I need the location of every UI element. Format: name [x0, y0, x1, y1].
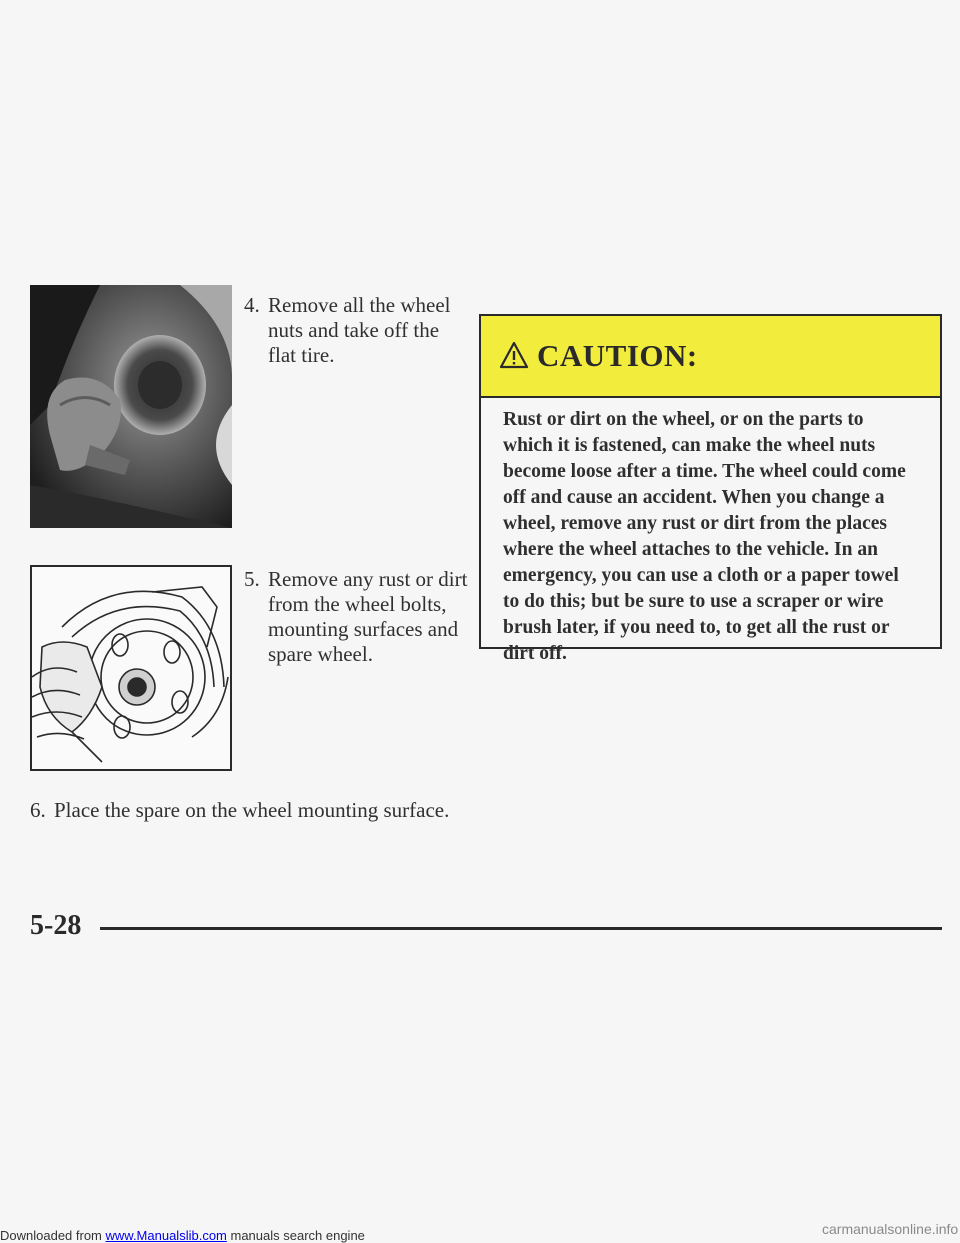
step-number: 4. — [244, 293, 260, 317]
caution-header — [481, 316, 940, 398]
step-text-line: Remove any rust or dirt — [268, 567, 468, 591]
manualslib-link[interactable]: www.Manualslib.com — [105, 1228, 227, 1243]
step-text — [268, 567, 467, 667]
caution-text-line: brush later, if you need to, to get all the rust or — [503, 617, 890, 638]
caution-text-line: emergency, you can use a cloth or a paper towel — [503, 565, 899, 586]
caution-title: CAUTION: — [537, 338, 698, 373]
step-text-line: flat tire. — [268, 343, 335, 367]
footer-prefix: Downloaded from — [0, 1228, 106, 1243]
step-number: 5. — [244, 567, 260, 591]
step-text-line: spare wheel. — [268, 642, 373, 666]
warning-triangle-icon — [499, 341, 529, 369]
step-text-line: mounting surfaces and — [268, 617, 459, 641]
step-text-line: Place the spare on the wheel mounting surface. — [54, 798, 450, 822]
step-text-line: from the wheel bolts, — [268, 592, 447, 616]
caution-text — [503, 407, 923, 667]
footer-suffix: manuals search engine — [226, 1228, 365, 1243]
caution-text-line: where the wheel attaches to the vehicle. In an — [503, 539, 878, 560]
wheel-nut-removal-photo — [30, 285, 232, 528]
step-text — [268, 293, 451, 368]
caution-text-line: to do this; but be sure to use a scraper or wire — [503, 591, 884, 612]
caution-text-line: off and cause an accident. When you change a — [503, 487, 885, 508]
watermark: carmanualsonline.info — [822, 1221, 959, 1237]
caution-text-line: which it is fastened, can make the wheel nuts — [503, 435, 876, 456]
caution-box — [479, 314, 942, 664]
caution-text-line: Rust or dirt on the wheel, or on the parts to — [503, 409, 864, 430]
footer-rule — [100, 927, 942, 930]
step-number: 6. — [30, 798, 46, 822]
download-footer — [0, 1228, 365, 1243]
step-text-line: nuts and take off the — [268, 318, 440, 342]
step-text-line: Remove all the wheel — [268, 293, 451, 317]
caution-text-line: dirt off. — [503, 643, 567, 664]
wheel-hub-cleaning-illustration — [30, 565, 232, 771]
page-number: 5-28 — [30, 910, 82, 941]
step-text — [54, 798, 449, 823]
caution-text-line: wheel, remove any rust or dirt from the places — [503, 513, 887, 534]
caution-text-line: become loose after a time. The wheel could come — [503, 461, 906, 482]
